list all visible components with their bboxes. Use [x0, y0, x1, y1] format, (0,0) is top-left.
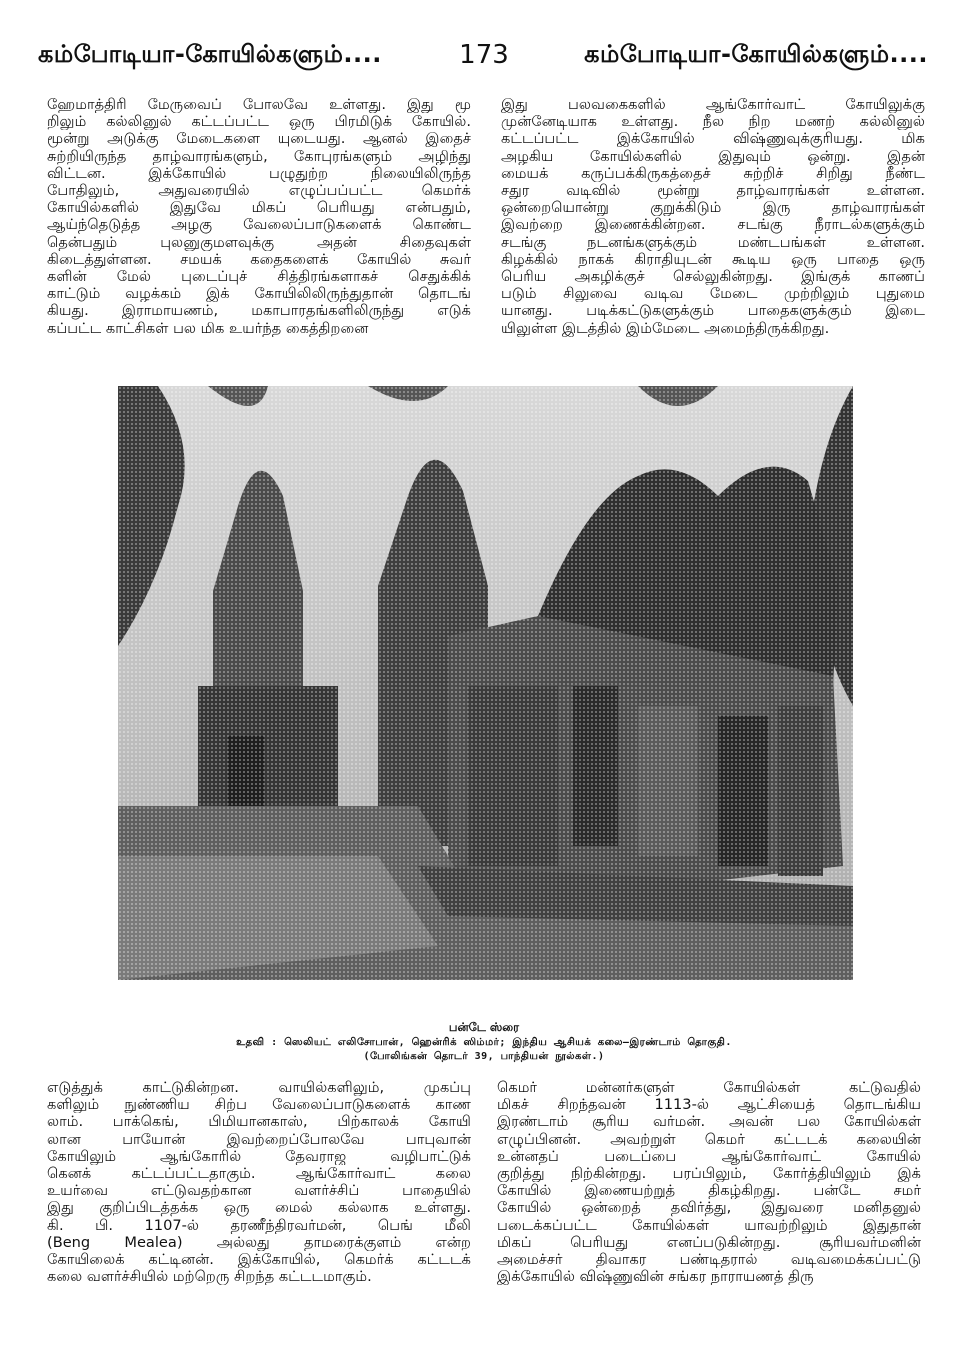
- text-line: (Beng Mealea) அல்லது தாமரைக்குளம் என்ற: [47, 1233, 471, 1251]
- running-header-left: கம்போடியா-கோயில்களும்....: [38, 40, 382, 68]
- text-line: கெனக் கட்டப்பட்டதாகும். ஆங்கோர்வாட் கலை: [47, 1165, 471, 1183]
- text-line: கோயில் இணையற்றுத் திகழ்கிறது. பன்டே சமர்: [497, 1182, 921, 1200]
- page-number: 173: [459, 40, 509, 70]
- text-line: காட்டும் வழக்கம் இக் கோயிலிலிருந்துதான் தொடங்: [47, 285, 471, 303]
- text-line: கெமர் மன்னர்களுள் கோயில்கள் கட்டுவதில்: [497, 1079, 921, 1096]
- text-line: படைக்கப்பட்ட கோயில்கள் யாவற்றிலும் இதுதான்: [497, 1216, 921, 1234]
- banteay-srei-photo: [118, 386, 853, 980]
- text-line: லாம். பாக்கெங், பிமியானகாஸ், பிற்காலக் கோயி: [47, 1113, 471, 1131]
- text-line: அழகிய கோயில்களில் இதுவும் ஒன்று. இதன்: [501, 147, 925, 165]
- figure-credit-source: (போலிங்கன் தொடர் 39, பாந்தியன் நூல்கள்.): [363, 1051, 605, 1062]
- text-line: லான பாயோன் இவற்றைப்போலவே பாபுவான்: [47, 1130, 471, 1148]
- text-line: ஹேமாத்திரி மேருவைப் போலவே உள்ளது. இது மூ: [47, 96, 471, 113]
- text-line: இக்கோயில் விஷ்ணுவின் சங்கர நாராயணத் திரு: [497, 1268, 814, 1286]
- text-line: கப்பட்ட காட்சிகள் பல மிக உயர்ந்த கைத்திறனை: [47, 319, 369, 337]
- top-left-column: [47, 96, 471, 337]
- text-line: இது பலவகைகளில் ஆங்கோர்வாட் கோயிலுக்கு: [501, 96, 925, 113]
- text-line: இவற்றை இணைக்கின்றன. சடங்கு நீராடல்களுக்கும்: [501, 216, 925, 234]
- text-line: சுற்றியிருந்த தாழ்வாரங்களும், கோபுரங்களும் அழிந்து: [47, 147, 471, 165]
- text-line: களின் மேல் புடைப்புச் சித்திரங்களாகச் செதுக்கிக்: [47, 268, 471, 286]
- text-line: ஒன்றையொன்று குறுக்கிடும் இரு தாழ்வாரங்கள்: [501, 199, 925, 217]
- text-line: மிகச் சிறந்தவன் 1113-ல் ஆட்சியைத் தொடங்கிய: [497, 1096, 921, 1114]
- text-line: பெரிய அகழிக்குச் செல்லுகின்றது. இங்குக் காணப்: [501, 268, 925, 286]
- top-right-column: [501, 96, 925, 337]
- temple-photograph: [118, 386, 853, 980]
- text-line: கோயிலைக் கட்டினன். இக்கோயில், கெமர்க் கட்டடக்: [47, 1251, 471, 1269]
- text-line: மூன்று அடுக்கு மேடைகளை யுடையது. ஆனல் இதைச்: [47, 130, 471, 148]
- text-line: சதுர வடிவில் மூன்று தாழ்வாரங்கள் உள்ளன.: [501, 182, 925, 200]
- text-line: கட்டப்பட்ட இக்கோயில் விஷ்ணுவுக்குரியது. மிக: [501, 130, 925, 148]
- text-line: படும் சிலுவை வடிவ மேடை முற்றிலும் புதுமை: [501, 285, 925, 303]
- text-line: கிழக்கில் நாகக் கிராதியுடன் கூடிய ஒரு பாதை ஒரு: [501, 250, 925, 268]
- text-line: ஆய்ந்தெடுத்த அழகு வேலைப்பாடுகளைக் கொண்ட: [47, 216, 471, 234]
- text-line: விட்டன. இக்கோயில் பழுதுற்ற நிலையிலிருந்த: [47, 164, 471, 182]
- text-line: றிலும் கல்லினுல் கட்டப்பட்ட ஒரு பிரமிடுக் கோயில்.: [47, 113, 471, 131]
- text-line: அமைச்சர் திவாகர பண்டிதரால் வடிவமைக்கப்பட்டு: [497, 1251, 921, 1269]
- text-line: கி. பி. 1107-ல் தரணீந்திரவர்மன், பெங் மீலி: [47, 1216, 471, 1234]
- text-line: கோயிலும் ஆங்கோரில் தேவராஜ வழிபாட்டுக்: [47, 1147, 471, 1165]
- text-line: எழுப்பினன். அவற்றுள் கெமர் கட்டடக் கலையின்: [497, 1130, 921, 1148]
- text-line: கோயில் ஒன்றைத் தவிர்த்து, இதுவரை மனிதனுல்: [497, 1199, 921, 1217]
- text-line: யிலுள்ள இடத்தில் இம்மேடை அமைந்திருக்கிறது.: [501, 319, 830, 337]
- text-line: குறித்து நிற்கின்றது. பரப்பிலும், கோர்த்தியிலும் இக்: [497, 1165, 921, 1183]
- figure-caption-title: பன்டே ஸ்ரை: [448, 1020, 520, 1034]
- text-line: தென்பதும் புலனுகுமளவுக்கு அதன் சிதைவுகள்: [47, 233, 471, 251]
- text-line: சடங்கு நடனங்களுக்கும் மண்டபங்கள் உள்ளன.: [501, 233, 925, 251]
- bottom-left-column: [47, 1079, 471, 1285]
- text-line: உயர்வை எட்டுவதற்கான வளர்ச்சிப் பாதையில்: [47, 1182, 471, 1200]
- text-line: முன்னேடியாக உள்ளது. நீல நிற மணற் கல்லினுல்: [501, 113, 925, 131]
- text-line: எடுத்துக் காட்டுகின்றன. வாயில்களிலும், முகப்பு: [47, 1079, 471, 1096]
- text-line: இது குறிப்பிடத்தக்க ஒரு மைல் கல்லாக உள்ளது.: [47, 1199, 471, 1217]
- running-header-right: கம்போடியா-கோயில்களும்....: [584, 40, 928, 68]
- text-line: கிடைத்துள்ளன. சமயக் கதைகளைக் கோயில் சுவர்: [47, 250, 471, 268]
- text-line: இரண்டாம் சூரிய வர்மன். அவன் பல கோயில்கள்: [497, 1113, 921, 1131]
- text-line: கியது. இராமாயணம், மகாபாரதங்களிலிருந்து எடுக்: [47, 302, 471, 320]
- text-line: கலை வளர்ச்சியில் மற்றெரு சிறந்த கட்டடமாகும்.: [47, 1268, 372, 1286]
- text-line: போதிலும், அதுவரையில் எழுப்பப்பட்ட கெமர்க்: [47, 182, 471, 200]
- text-line: மையக் கருப்பக்கிருகத்தைச் சுற்றிச் சிறிது நீண்ட: [501, 164, 925, 182]
- text-line: யானது. படிக்கட்டுகளுக்கும் பாதைகளுக்கும் இடை: [501, 302, 925, 320]
- text-line: உன்னதப் படைப்பை ஆங்கோர்வாட் கோயில்: [497, 1147, 921, 1165]
- bottom-right-column: [497, 1079, 921, 1285]
- figure-credit: உதவி : ஸெலியட் எலிசோபான், ஹென்ரிக் ஸிம்மர்; இந்திய ஆசியக் கலை—இரண்டாம் தொகுதி.: [236, 1037, 732, 1048]
- text-line: மிகப் பெரியது எனப்படுகின்றது. சூரியவர்மனின்: [497, 1233, 921, 1251]
- text-line: களிலும் நுண்ணிய சிற்ப வேலைப்பாடுகளைக் காண: [47, 1096, 471, 1114]
- text-line: கோயில்களில் இதுவே மிகப் பெரியது என்பதும்,: [47, 199, 471, 217]
